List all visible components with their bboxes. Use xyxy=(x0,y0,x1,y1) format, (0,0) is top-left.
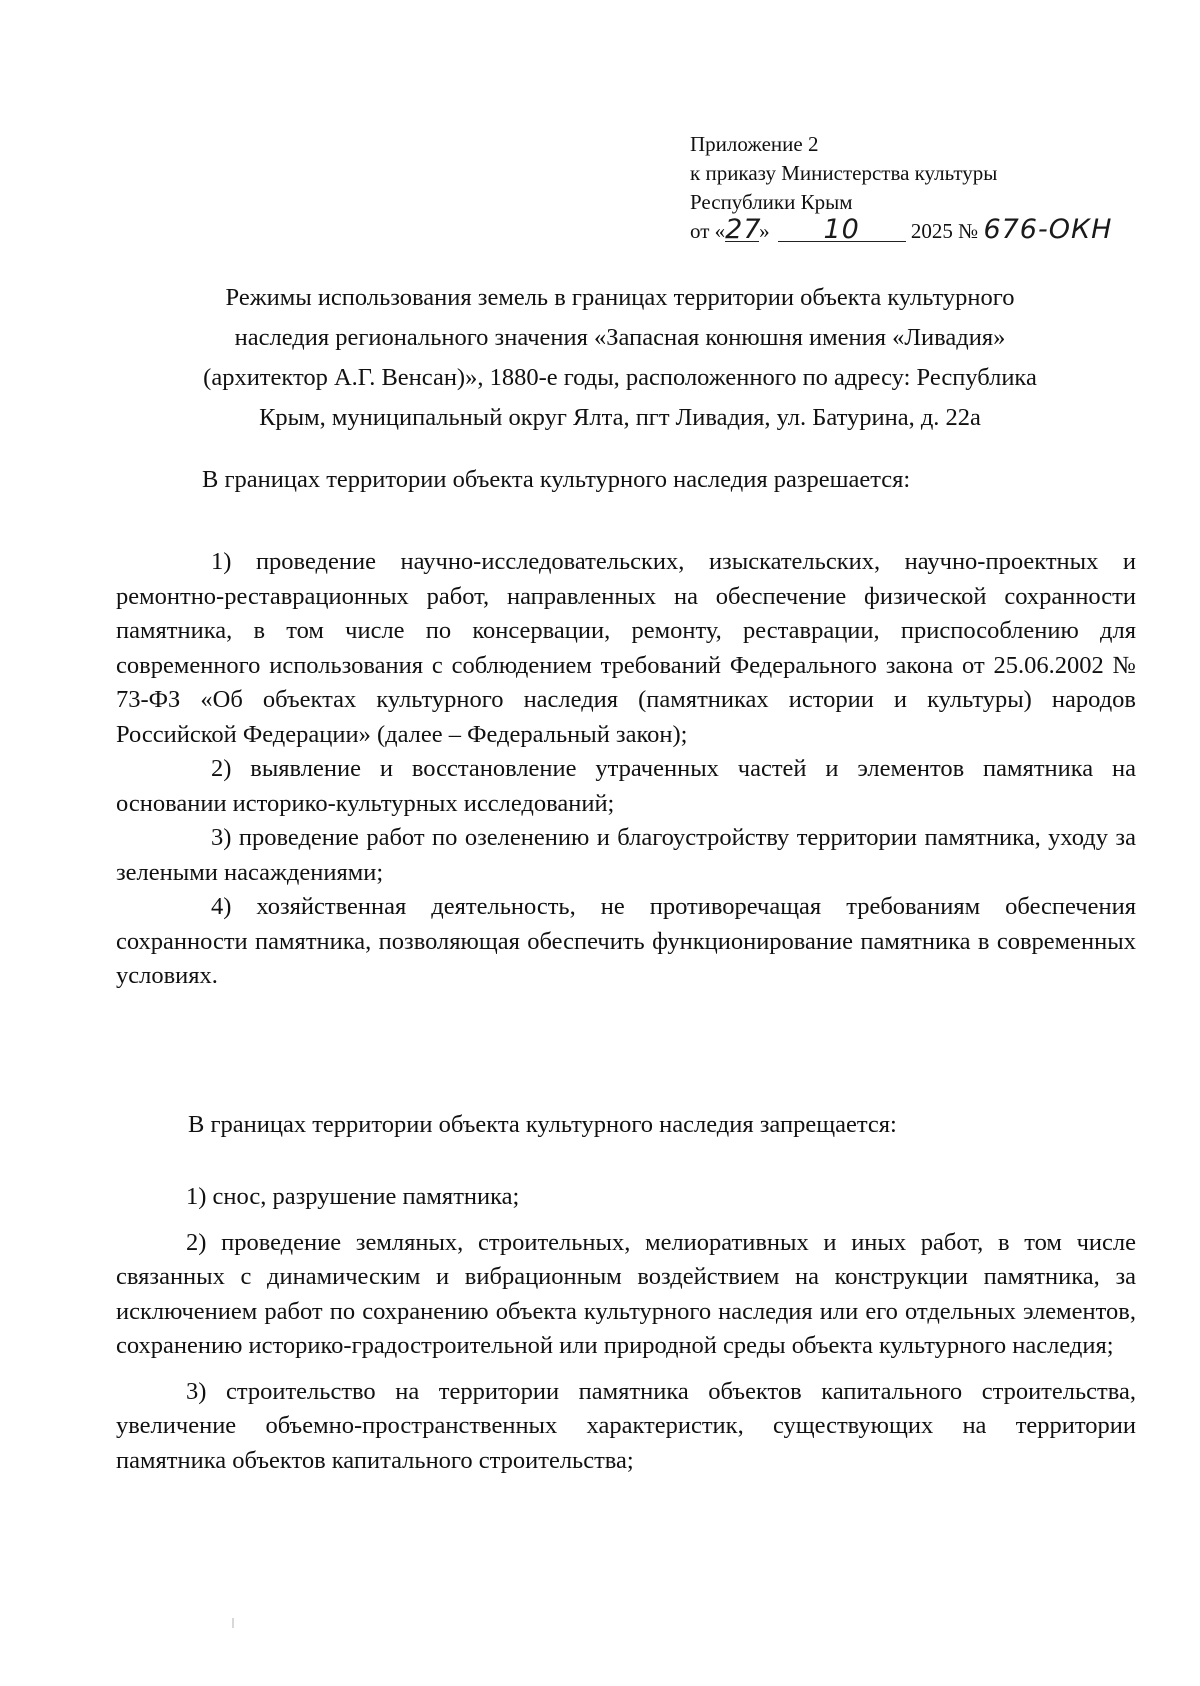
title-line: Режимы использования земель в границах территории объекта культурного xyxy=(225,284,1015,311)
title-line: наследия регионального значения «Запасная конюшня имения «Ливадия» xyxy=(234,324,1006,351)
document-title xyxy=(110,278,1130,438)
title-line: (архитектор А.Г. Венсан)», 1880-е годы, расположенного по адресу: Республика xyxy=(203,364,1037,391)
appendix-title: Приложение 2 xyxy=(690,132,819,156)
scan-speck xyxy=(232,1618,234,1628)
handwritten-month: 10 xyxy=(778,219,906,242)
prohibited-item: 3) строительство на территории памятника объектов капитального строительства, увеличение объемно-пространственных характеристик, существующих на территории памятника объектов капитального строительства; xyxy=(116,1377,1136,1474)
appendix-ministry: Республики Крым xyxy=(690,190,853,214)
appendix-order-ref: к приказу Министерства культуры xyxy=(690,161,998,185)
prohibited-heading: В границах территории объекта культурного наследия запрещается: xyxy=(188,1111,897,1138)
title-line: Крым, муниципальный округ Ялта, пгт Ливадия, ул. Батурина, д. 22а xyxy=(259,404,981,431)
prohibited-item: 1) снос, разрушение памятника; xyxy=(186,1183,520,1210)
allowed-list xyxy=(116,545,1136,994)
appendix-header xyxy=(690,130,1170,246)
allowed-item: 2) выявление и восстановление утраченных частей и элементов памятника на основании историко-культурных исследований; xyxy=(116,755,1136,817)
allowed-item: 1) проведение научно-исследовательских, изыскательских, научно-проектных и ремонтно-реставрационных работ, направленных на обеспечение физической сохранности памятника, в том числе по консервации, ремонту, реставрации, приспособлению для современного использования с соблюдением требований Федерального закона от 25.06.2002 № 73-ФЗ «Об объектах культурного наследия (памятниках истории и культуры) народов Российской Федерации» (далее – Федеральный закон); xyxy=(116,548,1136,748)
prohibited-list xyxy=(116,1180,1136,1478)
order-date-line xyxy=(690,214,1170,246)
prohibited-item: 2) проведение земляных, строительных, мелиоративных и иных работ, в том числе связанных с динамическим и вибрационным воздействием на конструкции памятника, за исключением работ по сохранению объекта культурного наследия или его отдельных элементов, сохранению историко-градостроительной или природной среды объекта культурного наследия; xyxy=(116,1228,1136,1359)
allowed-item: 3) проведение работ по озеленению и благоустройству территории памятника, уходу за зелеными насаждениями; xyxy=(116,824,1136,886)
date-prefix: от « xyxy=(690,219,726,243)
date-mid: » xyxy=(759,219,770,243)
date-year: 2025 № xyxy=(910,219,979,243)
allowed-item: 4) хозяйственная деятельность, не противоречащая требованиям обеспечения сохранности памятника, позволяющая обеспечить функционирование памятника в современных условиях. xyxy=(116,893,1136,989)
allowed-heading: В границах территории объекта культурного наследия разрешается: xyxy=(202,466,911,493)
handwritten-order-number: 676-ОКН xyxy=(983,214,1113,245)
handwritten-day: 27 xyxy=(725,214,762,245)
